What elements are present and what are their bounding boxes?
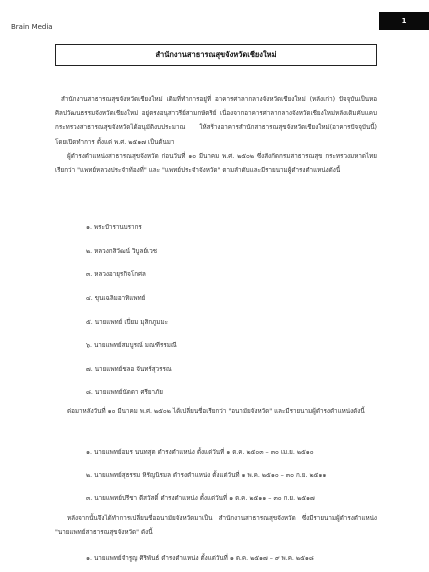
list-item: ๒. หลวงกสิวัฒน์ วิบูลย์เวช: [86, 248, 158, 255]
list-item: ๑. พระปำรานบรากร: [86, 224, 142, 231]
post-2502-paragraph: ต่อมาหลังวันที่ ๑๐ มีนาคม พ.ศ. ๒๕๐๒ ได้เปลี่ยนชื่อเรียกว่า "อนามัยจังหวัด" และมีรายนามผู้ดำรงตำแหน่งดังนี้: [67, 408, 365, 415]
intro-paragraph: สำนักงานสาธารณสุขจังหวัดเชียงใหม่ เดิมที่ทำการอยู่ที่ อาคารศาลากลางจังหวัดเชียงใหม่ (หลังเก่า) ปัจจุบันเป็นหอศิลปวัฒนธรรมจังหวัดเชียงใหม่ อยู่ตรงอนุสาวรีย์สามกษัตริย์ เนื่องจากอาคารศาลากลางจังหวัดเชียงใหม่หลังเดิมคับแคบ กระทรวงสาธารณสุขจังหวัดได้อนุมัติงบประมาณ ให้สร้างอาคารสำนักสาธารณสุขจังหวัดเชียงใหม่(อาคารปัจจุบันนี้) โดยเปิดทำการ ตั้งแต่ พ.ศ. ๒๕๑๗ เป็นต้นมา: [55, 96, 377, 146]
page-number-badge: 1: [379, 12, 429, 30]
brand-label: Brain Media: [11, 23, 53, 31]
list-item: ๖. นายแพทย์สมบูรณ์ มณฑีรรมณี: [86, 342, 177, 349]
list-item: ๒. นายแพทย์สุธรรม หิรัญนิรมล ดำรงตำแหน่ง ตั้งแต่วันที่ ๑ พ.ค. ๒๕๑๐ – ๓๐ ก.ย. ๒๕๑๑: [86, 472, 327, 479]
list-item: ๕. นายแพทย์ เปี่ยม มุสิกภูมมะ: [86, 319, 168, 326]
document-title-box: [55, 44, 377, 66]
list-item: ๘. นายแพทย์นัดดา ศรียาภัย: [86, 389, 163, 396]
list-item: ๑. นายแพทย์อมร นนทสุต ดำรงตำแหน่ง ตั้งแต่วันที่ ๑ ต.ค. ๒๕๐๓ – ๓๐ เม.ย. ๒๕๑๐: [86, 449, 314, 456]
list-item: ๔. ขุนเฉลิมอาทิแพทย์: [86, 295, 146, 302]
document-title: สำนักงานสาธารณสุขจังหวัดเชียงใหม่: [155, 50, 277, 59]
list-item: ๑. นายแพทย์จำรูญ ศิริพันธ์ ดำรงตำแหน่ง ตั้งแต่วันที่ ๑ ต.ค. ๒๕๑๗ – ๙ พ.ค. ๒๕๑๘: [86, 555, 314, 562]
list-item: ๓. นายแพทย์ปรีชา ดีสวัสดิ์ ดำรงตำแหน่ง ตั้งแต่วันที่ ๑ ต.ค. ๒๕๑๑ – ๓๐ ก.ย. ๒๕๑๗: [86, 495, 315, 502]
pre-2502-paragraph: ผู้ดำรงตำแหน่งสาธารณสุขจังหวัด ก่อนวันที่ ๑๐ มีนาคม พ.ศ. ๒๕๐๒ ซึ่งสังกัดกรมสาธารณสุข กระทรวงมหาดไทย เรียกว่า "แพทย์หลวงประจำท้องที่" และ "แพทย์ประจำจังหวัด" ตามลำดับและมีรายนามผู้ดำรงตำแหน่งดังนี้: [55, 153, 377, 175]
list-item: ๓. หลวงอายุรกิจโกศล: [86, 271, 146, 278]
list-item: ๗. นายแพทย์ชลอ จันทร์สุวรรณ: [86, 366, 172, 373]
provincial-office-paragraph: หลังจากนั้นจึงได้ทำการเปลี่ยนชื่ออนามัยจังหวัดมาเป็น สำนักงานสาธารณสุขจังหวัด ซึ่งมีรายนามผู้ดำรงตำแหน่ง "นายแพทย์สาธารณสุขจังหวัด" ดังนี้: [55, 515, 377, 537]
